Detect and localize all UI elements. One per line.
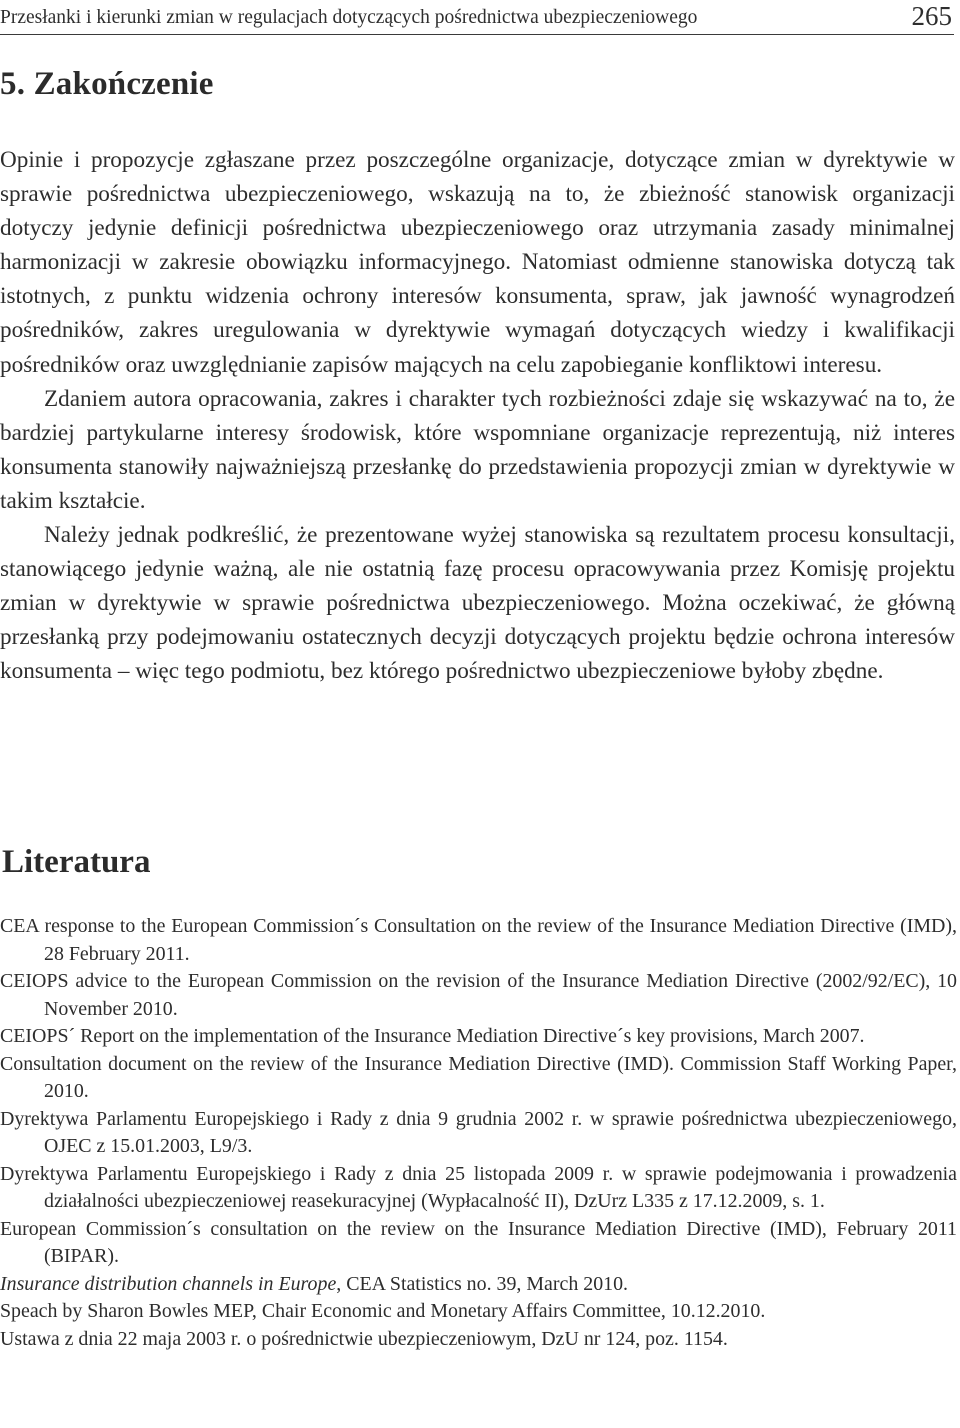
reference-list bbox=[0, 913, 957, 1353]
reference-item bbox=[0, 1326, 957, 1354]
reference-italic-title: Insurance distribution channels in Europe bbox=[0, 1272, 337, 1295]
section-body bbox=[0, 143, 955, 689]
body-paragraph: Zdaniem autora opracowania, zakres i charakter tych rozbieżności zdaje się wskazywać na to, że bardziej partykularne interesy środowisk, które wspomniane organizacje reprezentują, niż interes konsumenta stanowiły najważniejszą przesłankę do przedstawienia propozycji zmian w dyrektywie w takim kształcie. bbox=[0, 385, 955, 514]
reference-item bbox=[0, 1216, 957, 1271]
reference-text: European Commission´s consultation on the review on the Insurance Mediation Directive (IMD), February 2011 (BIPAR). bbox=[0, 1217, 957, 1267]
body-paragraph: Opinie i propozycje zgłaszane przez poszczególne organizacje, dotyczące zmian w dyrektywie w sprawie pośrednictwa ubezpieczeniowego, wskazują na to, że zbieżność stanowisk organizacji dotyczy jedynie definicji pośrednictwa ubezpieczeniowego oraz utrzymania zasady minimalnej harmonizacji w zakresie obowiązku informacyjnego. Natomiast odmienne stanowiska dotyczą tak istotnych, z punktu widzenia ochrony interesów konsumenta, spraw, jak jawność wynagrodzeń pośredników, zakres uregulowania w dyrektywie wymagań dotyczących wiedzy i kwalifikacji pośredników oraz uwzględnianie zapisów mających na celu zapobieganie konfliktowi interesu. bbox=[0, 147, 955, 378]
body-paragraph: Należy jednak podkreślić, że prezentowane wyżej stanowiska są rezultatem procesu konsultacji, stanowiącego jedynie ważną, ale nie ostatnią fazę procesu opracowywania przez Komisję projektu zmian w dyrektywie w sprawie pośrednictwa ubezpieczeniowego. Można oczekiwać, że główną przesłanką przy podejmowaniu ostatecznych decyzji dotyczących projektu będzie ochrona interesów konsumenta – więc tego podmiotu, bez którego pośrednictwo ubezpieczeniowe byłoby zbędne. bbox=[0, 522, 955, 685]
reference-text: Dyrektywa Parlamentu Europejskiego i Rady z dnia 25 listopada 2009 r. w sprawie podejmowania i prowadzenia działalności ubezpieczeniowej reasekuracyjnej (Wypłacalność II), DzUrz L335 z 17.12.2009, s. 1. bbox=[0, 1162, 957, 1212]
reference-item bbox=[0, 1271, 957, 1299]
reference-text: Consultation document on the review of the Insurance Mediation Directive (IMD). Commission Staff Working Paper, 2010. bbox=[0, 1052, 957, 1102]
reference-item bbox=[0, 968, 957, 1023]
reference-item bbox=[0, 1051, 957, 1106]
reference-text: , CEA Statistics no. 39, March 2010. bbox=[336, 1272, 628, 1295]
running-title: Przesłanki i kierunki zmian w regulacjach dotyczących pośrednictwa ubezpieczeniowego bbox=[0, 7, 698, 28]
reference-text: CEIOPS´ Report on the implementation of the Insurance Mediation Directive´s key provisions, March 2007. bbox=[0, 1025, 865, 1047]
reference-item bbox=[0, 1106, 957, 1161]
running-header bbox=[0, 1, 954, 35]
reference-item bbox=[0, 1298, 957, 1326]
reference-item bbox=[0, 1023, 957, 1051]
reference-item bbox=[0, 913, 957, 968]
reference-text: CEIOPS advice to the European Commission on the revision of the Insurance Mediation Directive (2002/92/EC), 10 November 2010. bbox=[0, 970, 957, 1020]
reference-item bbox=[0, 1161, 957, 1216]
reference-text: Dyrektywa Parlamentu Europejskiego i Rady z dnia 9 grudnia 2002 r. w sprawie pośrednictwa ubezpieczeniowego, OJEC z 15.01.2003, L9/3. bbox=[0, 1107, 957, 1157]
reference-text: CEA response to the European Commission´s Consultation on the review of the Insurance Mediation Directive (IMD), 28 February 2011. bbox=[0, 915, 957, 965]
reference-text: Ustawa z dnia 22 maja 2003 r. o pośrednictwie ubezpieczeniowym, DzU nr 124, poz. 1154. bbox=[0, 1327, 728, 1350]
page-number: 265 bbox=[911, 1, 952, 31]
literature-heading: Literatura bbox=[2, 844, 151, 880]
section-heading: 5. Zakończenie bbox=[0, 66, 214, 102]
reference-text: Speach by Sharon Bowles MEP, Chair Economic and Monetary Affairs Committee, 10.12.2010. bbox=[0, 1300, 766, 1322]
